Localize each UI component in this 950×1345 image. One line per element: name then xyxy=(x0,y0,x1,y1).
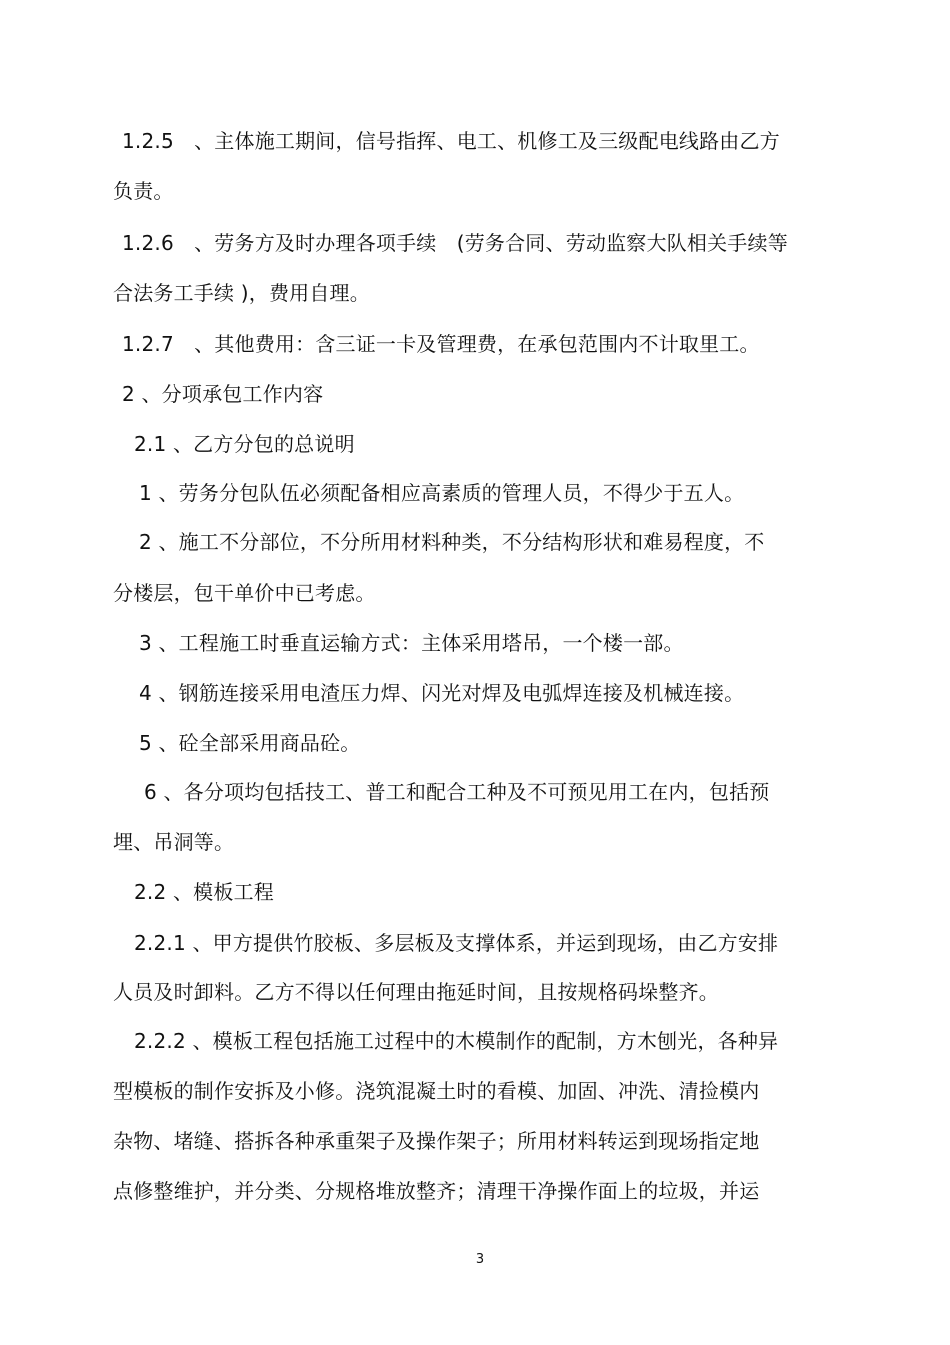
clause-2-2-2-line-4: 点修整维护，并分类、分规格堆放整齐；清理干净操作面上的垃圾，并运 xyxy=(113,1179,760,1203)
item-5-line: 5 、砼全部采用商品砼。 xyxy=(139,731,361,755)
clause-2-2-2-line-1: 2.2.2 、模板工程包括施工过程中的木模制作的配制，方木刨光，各种异 xyxy=(134,1029,779,1053)
clause-2-2-1-line-1: 2.2.1 、甲方提供竹胶板、多层板及支撑体系，并运到现场，由乙方安排 xyxy=(134,931,779,955)
item-4-line: 4 、钢筋连接采用电渣压力焊、闪光对焊及电弧焊连接及机械连接。 xyxy=(139,681,745,705)
clause-1-2-6-line-1: 1.2.6 、劳务方及时办理各项手续 (劳务合同、劳动监察大队相关手续等 xyxy=(122,231,788,255)
clause-2-2-1-line-2: 人员及时卸料。乙方不得以任何理由拖延时间，且按规格码垛整齐。 xyxy=(113,980,719,1004)
section-2-2-heading: 2.2 、模板工程 xyxy=(134,880,274,904)
clause-2-2-2-line-3: 杂物、堵缝、搭拆各种承重架子及操作架子；所用材料转运到现场指定地 xyxy=(113,1129,760,1153)
item-2-line-2: 分楼层，包干单价中已考虑。 xyxy=(113,581,376,605)
clause-1-2-5-line-2: 负责。 xyxy=(113,179,174,203)
clause-1-2-6-line-2: 合法务工手续 )，费用自理。 xyxy=(113,281,370,305)
item-6-line-2: 埋、吊洞等。 xyxy=(113,830,235,854)
clause-2-2-2-line-2: 型模板的制作安拆及小修。浇筑混凝土时的看模、加固、冲洗、清捡模内 xyxy=(113,1079,760,1103)
item-3-line: 3 、工程施工时垂直运输方式：主体采用塔吊，一个楼一部。 xyxy=(139,631,684,655)
item-1-line: 1 、劳务分包队伍必须配备相应高素质的管理人员，不得少于五人。 xyxy=(139,481,745,505)
section-2-heading: 2 、分项承包工作内容 xyxy=(122,382,324,406)
clause-1-2-7-line: 1.2.7 、其他费用：含三证一卡及管理费，在承包范围内不计取里工。 xyxy=(122,332,760,356)
section-2-1-heading: 2.1 、乙方分包的总说明 xyxy=(134,432,355,456)
item-2-line-1: 2 、施工不分部位，不分所用材料种类，不分结构形状和难易程度，不 xyxy=(139,530,765,554)
clause-1-2-5-line-1: 1.2.5 、主体施工期间，信号指挥、电工、机修工及三级配电线路由乙方 xyxy=(122,129,780,153)
page-number: 3 xyxy=(475,1252,485,1267)
item-6-line-1: 6 、各分项均包括技工、普工和配合工种及不可预见用工在内，包括预 xyxy=(144,780,770,804)
